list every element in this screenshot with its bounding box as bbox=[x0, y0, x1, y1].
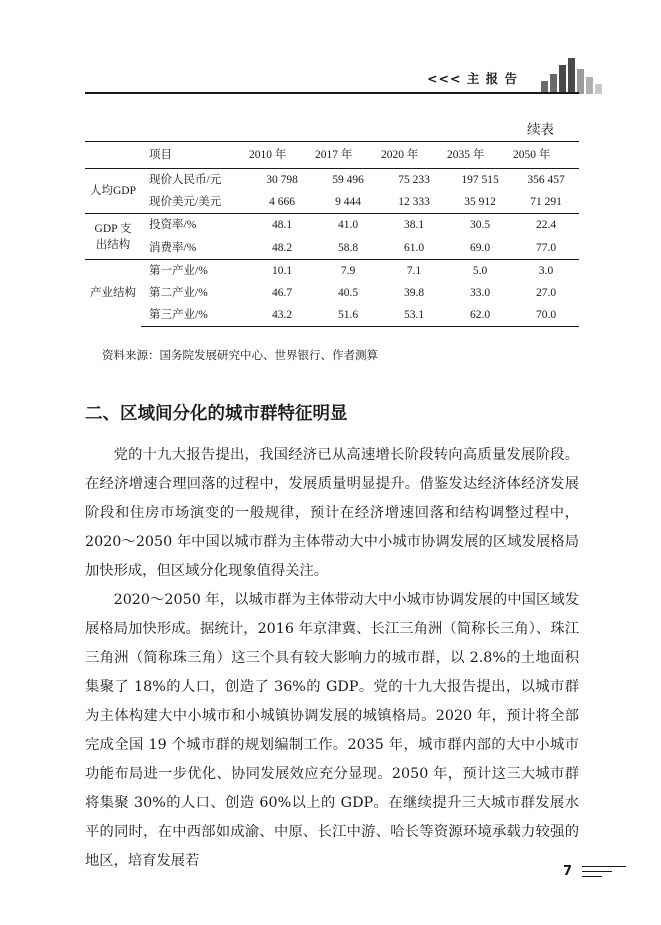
table-row bbox=[85, 214, 579, 237]
table-row bbox=[85, 259, 579, 282]
table-cell: 71 291 bbox=[530, 196, 562, 209]
table-row bbox=[85, 304, 579, 327]
row-item: 第二产业/% bbox=[149, 287, 208, 300]
table-cell: 10.1 bbox=[249, 259, 315, 282]
table-row bbox=[85, 282, 579, 304]
body-text bbox=[85, 441, 579, 876]
table-header-row bbox=[85, 142, 579, 169]
row-item: 投资率/% bbox=[141, 214, 249, 237]
table-cell: 75 233 bbox=[398, 174, 430, 186]
row-item: 现价人民币/元 bbox=[149, 174, 222, 186]
table-row bbox=[85, 237, 579, 260]
row-item: 现价美元/美元 bbox=[149, 196, 222, 209]
table-cell: 40.5 bbox=[337, 287, 359, 300]
table-row bbox=[85, 169, 579, 192]
table-cell: 62.0 bbox=[447, 304, 513, 327]
column-header: 项目 bbox=[141, 142, 249, 169]
table-cell: 48.1 bbox=[249, 214, 315, 237]
table-cell: 35 912 bbox=[464, 196, 496, 209]
table-cell: 9 444 bbox=[335, 196, 361, 209]
group-label: 产业结构 bbox=[85, 259, 141, 327]
table-cell: 70.0 bbox=[513, 304, 579, 327]
row-item: 第三产业/% bbox=[141, 304, 249, 327]
table-cell: 7.9 bbox=[315, 259, 381, 282]
table-cell: 59 496 bbox=[332, 174, 364, 186]
table-cell: 356 457 bbox=[527, 174, 565, 186]
section-heading: 二、区域间分化的城市群特征明显 bbox=[85, 404, 348, 424]
column-header: 2035 年 bbox=[447, 142, 513, 169]
column-header: 2010 年 bbox=[249, 142, 315, 169]
paragraph: 2020～2050 年，以城市群为主体带动大中小城市协调发展的中国区域发展格局加快形成。据统计，2016 年京津冀、长江三角洲（简称长三角）、珠江三角洲（简称珠三角）这三个具有较大影响力的城市群，以 2.8%的土地面积集聚了 18%的人口，创造了 36%的 GDP。党的十九大报告提出，以城市群为主体构建大中小城市和小城镇协调发展的城镇格局。2020 年，预计将全部完成全国 19 个城市群的规划编制工作。2035 年，城市群内部的大中小城市功能布局进一步优化、协同发展效应充分显现。2050 年，预计这三大城市群将集聚 30%的人口、创造 60%以上的 GDP。在继续提升三大城市群发展水平的同时，在中西部如成渝、中原、长江中游、哈长等资源环境承载力较强的地区，培育发展若 bbox=[85, 592, 579, 869]
table-cell: 53.1 bbox=[381, 304, 447, 327]
paragraph: 党的十九大报告提出，我国经济已从高速增长阶段转向高质量发展阶段。在经济增速合理回落的过程中，发展质量明显提升。借鉴发达经济体经济发展阶段和住房市场演变的一般规律，预计在经济增速回落和结构调整过程中，2020～2050 年中国以城市群为主体带动大中小城市协调发展的区域发展格局加快形成，但区域分化现象值得关注。 bbox=[85, 447, 579, 579]
table-cell: 58.8 bbox=[337, 241, 359, 254]
header-bars-logo bbox=[541, 52, 605, 94]
table-cell: 43.2 bbox=[249, 304, 315, 327]
table-cell: 197 515 bbox=[461, 174, 499, 186]
table-cell: 38.1 bbox=[381, 214, 447, 237]
column-header: 2017 年 bbox=[315, 142, 381, 169]
table-cell: 39.8 bbox=[403, 287, 425, 300]
table-source-note: 资料来源：国务院发展研究中心、世界银行、作者测算 bbox=[102, 348, 378, 362]
table-cell: 30 798 bbox=[266, 174, 298, 186]
table-cell: 30.5 bbox=[447, 214, 513, 237]
table-cell: 46.7 bbox=[271, 287, 293, 300]
table-cell: 48.2 bbox=[271, 241, 293, 254]
row-item: 消费率/% bbox=[149, 241, 197, 254]
group-label-line: 出结构 bbox=[95, 238, 131, 251]
table-cell: 69.0 bbox=[469, 241, 491, 254]
table-cell: 7.1 bbox=[381, 259, 447, 282]
page-number: 7 bbox=[563, 864, 573, 879]
table-cell: 3.0 bbox=[513, 259, 579, 282]
table-cell: 5.0 bbox=[447, 259, 513, 282]
table-continued-label: 续表 bbox=[527, 122, 554, 138]
table-cell: 4 666 bbox=[269, 196, 295, 209]
table-cell: 27.0 bbox=[535, 287, 557, 300]
footer-decoration bbox=[582, 866, 626, 880]
header-rule bbox=[85, 92, 579, 94]
table-cell: 33.0 bbox=[469, 287, 491, 300]
column-header: 2020 年 bbox=[381, 142, 447, 169]
table-row bbox=[85, 191, 579, 214]
column-header: 2050 年 bbox=[513, 142, 579, 169]
table-cell: 77.0 bbox=[535, 241, 557, 254]
group-label: 人均GDP bbox=[89, 185, 136, 198]
table-cell: 51.6 bbox=[315, 304, 381, 327]
group-label bbox=[85, 214, 141, 259]
row-item: 第一产业/% bbox=[141, 259, 249, 282]
group-label-line: GDP 支 bbox=[94, 222, 132, 235]
table-cell: 22.4 bbox=[513, 214, 579, 237]
data-table bbox=[85, 141, 579, 327]
table-cell: 12 333 bbox=[398, 196, 430, 209]
table-cell: 61.0 bbox=[403, 241, 425, 254]
running-header-section: <<< 主 报 告 bbox=[427, 71, 518, 86]
table-cell: 41.0 bbox=[315, 214, 381, 237]
